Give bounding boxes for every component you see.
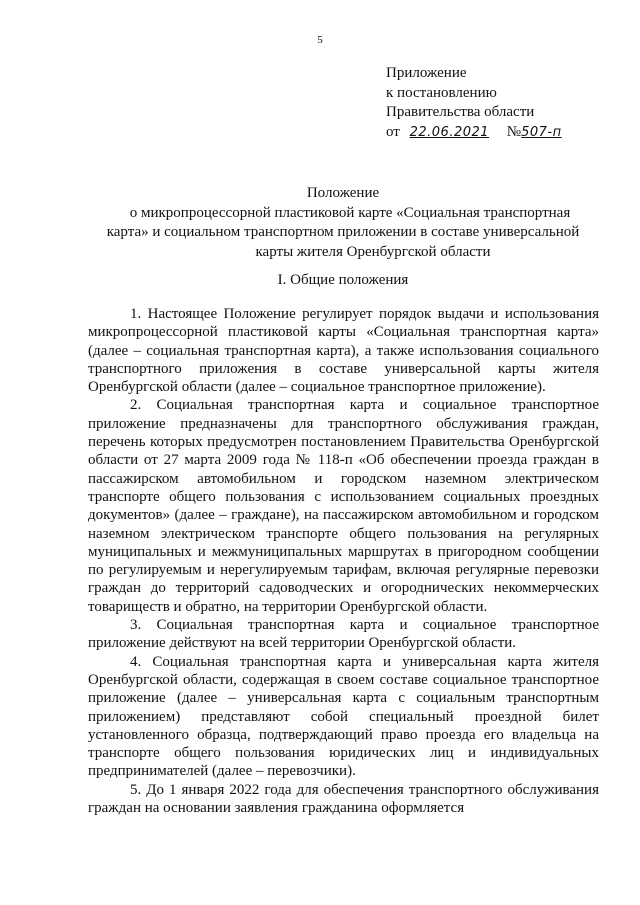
paragraph: 1. Настоящее Положение регулирует порядок выдачи и использования микропроцессорной пластиковой карты «Социальная транспортная карта» (далее – социальная транспортная карта), а также использования социального транспортного приложения в составе универсальной карты жителя Оренбургской области (далее – социальное транспортное приложение).	[88, 306, 599, 396]
date-prefix: от	[386, 123, 400, 140]
handwritten-date: 22.06.2021	[409, 124, 490, 140]
appendix-line: Приложение	[386, 65, 467, 81]
page-number: 5	[317, 34, 323, 46]
number-prefix: №	[506, 123, 522, 140]
appendix-line: к постановлению	[386, 84, 497, 101]
title-line: Положение	[306, 185, 380, 201]
title-line: о микропроцессорной пластиковой карте «Социальная транспортная	[129, 204, 571, 221]
title-line: карты жителя Оренбургской области	[255, 243, 491, 260]
appendix-block	[386, 64, 562, 142]
appendix-line: Правительства области	[386, 104, 535, 120]
document-title	[88, 184, 598, 262]
handwritten-number: 507-п	[521, 124, 562, 140]
title-line: карта» и социальном транспортном приложении в составе универсальной	[106, 224, 580, 240]
document-body	[88, 305, 599, 817]
paragraph: 5. До 1 января 2022 года для обеспечения транспортного обслуживания граждан на основании заявления гражданина оформляется	[88, 781, 599, 817]
paragraph: 3. Социальная транспортная карта и социальное транспортное приложение действуют на всей территории Оренбургской области.	[88, 617, 599, 652]
paragraph: 2. Социальная транспортная карта и социальное транспортное приложение предназначены для транспортного обслуживания граждан, перечень которых предусмотрен постановлением Правительства Оренбургской области от 27 марта 2009 года № 118-п «Об обеспечении проезда граждан в пассажирском автомобильном и городском наземном электрическом транспорте общего пользования с использованием социальных проездных документов» (далее – граждане), на пассажирском автомобильном и городском наземном электрическом транспорте общего пользования на регулярных муниципальных и межмуниципальных маршрутах в пригородном сообщении по регулируемым и нерегулируемым тарифам, включая регулярные перевозки граждан до территорий садоводческих и огороднических некоммерческих товариществ и обратно, на территории Оренбургской области.	[88, 397, 599, 615]
appendix-date-line	[386, 123, 562, 143]
section-heading: I. Общие положения	[277, 272, 409, 288]
paragraph: 4. Социальная транспортная карта и универсальная карта жителя Оренбургской области, содержащая в своем составе социальное транспортное приложение (далее – универсальная карта с социальным транспортным приложением) представляют собой специальный проездной билет установленного образца, подтверждающий право проезда его владельца на транспорте общего пользования юридических лиц и индивидуальных предпринимателей (далее – перевозчики).	[88, 653, 599, 780]
